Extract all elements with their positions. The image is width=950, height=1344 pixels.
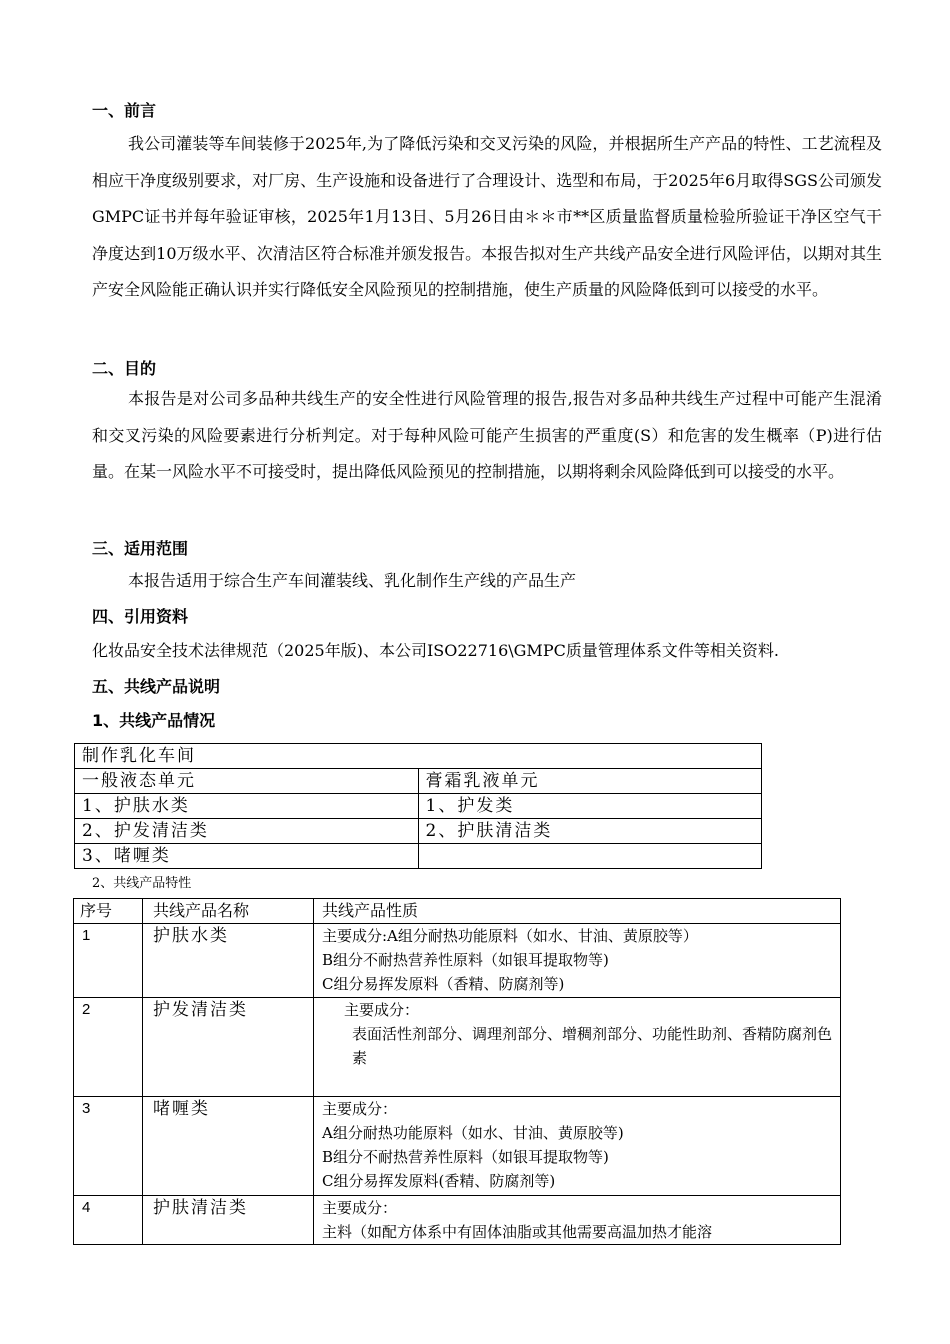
- section-heading-purpose: 二、目的: [92, 359, 157, 378]
- scope-paragraph: 本报告适用于综合生产车间灌装线、乳化制作生产线的产品生产: [128, 571, 577, 590]
- property-line: C组分易挥发原料（香精、防腐剂等): [322, 975, 565, 993]
- table-row: [74, 998, 841, 1097]
- table-row: [74, 924, 841, 998]
- section-heading-preface: 一、前言: [92, 101, 157, 120]
- product-property: [314, 1097, 841, 1196]
- row-number: 3: [74, 1097, 143, 1196]
- property-line: C组分易挥发原料(香精、防腐剂等): [322, 1172, 556, 1190]
- product-name: 护发清洁类: [143, 998, 314, 1097]
- row-number: 1: [74, 924, 143, 998]
- product-property: [314, 924, 841, 998]
- property-line: 主要成分：: [322, 1100, 398, 1118]
- header-product-name: 共线产品名称: [143, 899, 314, 924]
- property-line: 主要成分：: [322, 1199, 398, 1217]
- table-row: [74, 1196, 841, 1245]
- table-cell: 2、护肤清洁类: [418, 819, 762, 844]
- subsection-heading-product-properties: 2、共线产品特性: [92, 876, 192, 891]
- section-heading-references: 四、引用资料: [92, 607, 189, 626]
- property-line: 主料（如配方体系中有固体油脂或其他需要高温加热才能溶: [322, 1223, 713, 1241]
- purpose-paragraph: 本报告是对公司多品种共线生产的安全性进行风险管理的报告,报告对多品种共线生产过程中可能产生混淆和交叉污染的风险要素进行分析判定。对于每种风险可能产生损害的严重度(S）和危害的发生概率（P)进行估量。在某一风险水平不可接受时，提出降低风险预见的控制措施，以期将剩余风险降低到可以接受的水平。: [92, 389, 882, 481]
- property-line: 主要成分:A组分耐热功能原料（如水、甘油、黄原胶等）: [322, 927, 698, 945]
- product-name: 啫喱类: [143, 1097, 314, 1196]
- table1-col2-header: 膏霜乳液单元: [418, 769, 762, 794]
- section-heading-products: 五、共线产品说明: [92, 677, 221, 696]
- table-row: [75, 819, 762, 844]
- table-cell: 1、护肤水类: [75, 794, 419, 819]
- property-line: 主要成分：: [344, 1001, 420, 1019]
- product-property: [314, 1196, 841, 1245]
- header-no: 序号: [74, 899, 143, 924]
- preface-paragraph: 我公司灌装等车间装修于2025年,为了降低污染和交叉污染的风险，并根据所生产产品的特性、工艺流程及相应干净度级别要求，对厂房、生产设施和设备进行了合理设计、选型和布局，于2025年6月取得SGS公司颁发GMPC证书并每年验证审核，2025年1月13日、5月26日由＊＊市**区质量监督质量检验所验证干净区空气干净度达到10万级水平、次清洁区符合标准并颁发报告。本报告拟对生产共线产品安全进行风险评估，以期对其生产安全风险能正确认识并实行降低安全风险预见的控制措施，使生产质量的风险降低到可以接受的水平。: [92, 134, 882, 299]
- table-row: [74, 1097, 841, 1196]
- subsection-heading-product-status: 1、共线产品情况: [92, 711, 216, 730]
- product-properties-table: [73, 898, 841, 1245]
- product-name: 护肤水类: [143, 924, 314, 998]
- table-cell: [418, 844, 762, 869]
- table1-title: 制作乳化车间: [75, 744, 762, 769]
- table-header-row: [74, 899, 841, 924]
- table1-col1-header: 一般液态单元: [75, 769, 419, 794]
- property-line: B组分不耐热营养性原料（如银耳提取物等): [322, 951, 609, 969]
- row-number: 2: [74, 998, 143, 1097]
- header-product-property: 共线产品性质: [314, 899, 841, 924]
- table-row: [75, 844, 762, 869]
- table-cell: 2、护发清洁类: [75, 819, 419, 844]
- product-property: [314, 998, 841, 1097]
- table-cell: 1、护发类: [418, 794, 762, 819]
- references-text: 化妆品安全技术法律规范（2025年版)、本公司ISO22716\GMPC质量管理体系文件等相关资料.: [92, 641, 779, 660]
- product-name: 护肤清洁类: [143, 1196, 314, 1245]
- section-heading-scope: 三、适用范围: [92, 539, 189, 558]
- property-line: 表面活性剂部分、调理剂部分、增稠剂部分、功能性助剂、香精防腐剂色素: [352, 1025, 833, 1067]
- table-cell: 3、啫喱类: [75, 844, 419, 869]
- property-line: B组分不耐热营养性原料（如银耳提取物等): [322, 1148, 609, 1166]
- row-number: 4: [74, 1196, 143, 1245]
- shared-line-products-table: [74, 743, 762, 869]
- table-row: [75, 794, 762, 819]
- property-line: A组分耐热功能原料（如水、甘油、黄原胶等): [322, 1124, 624, 1142]
